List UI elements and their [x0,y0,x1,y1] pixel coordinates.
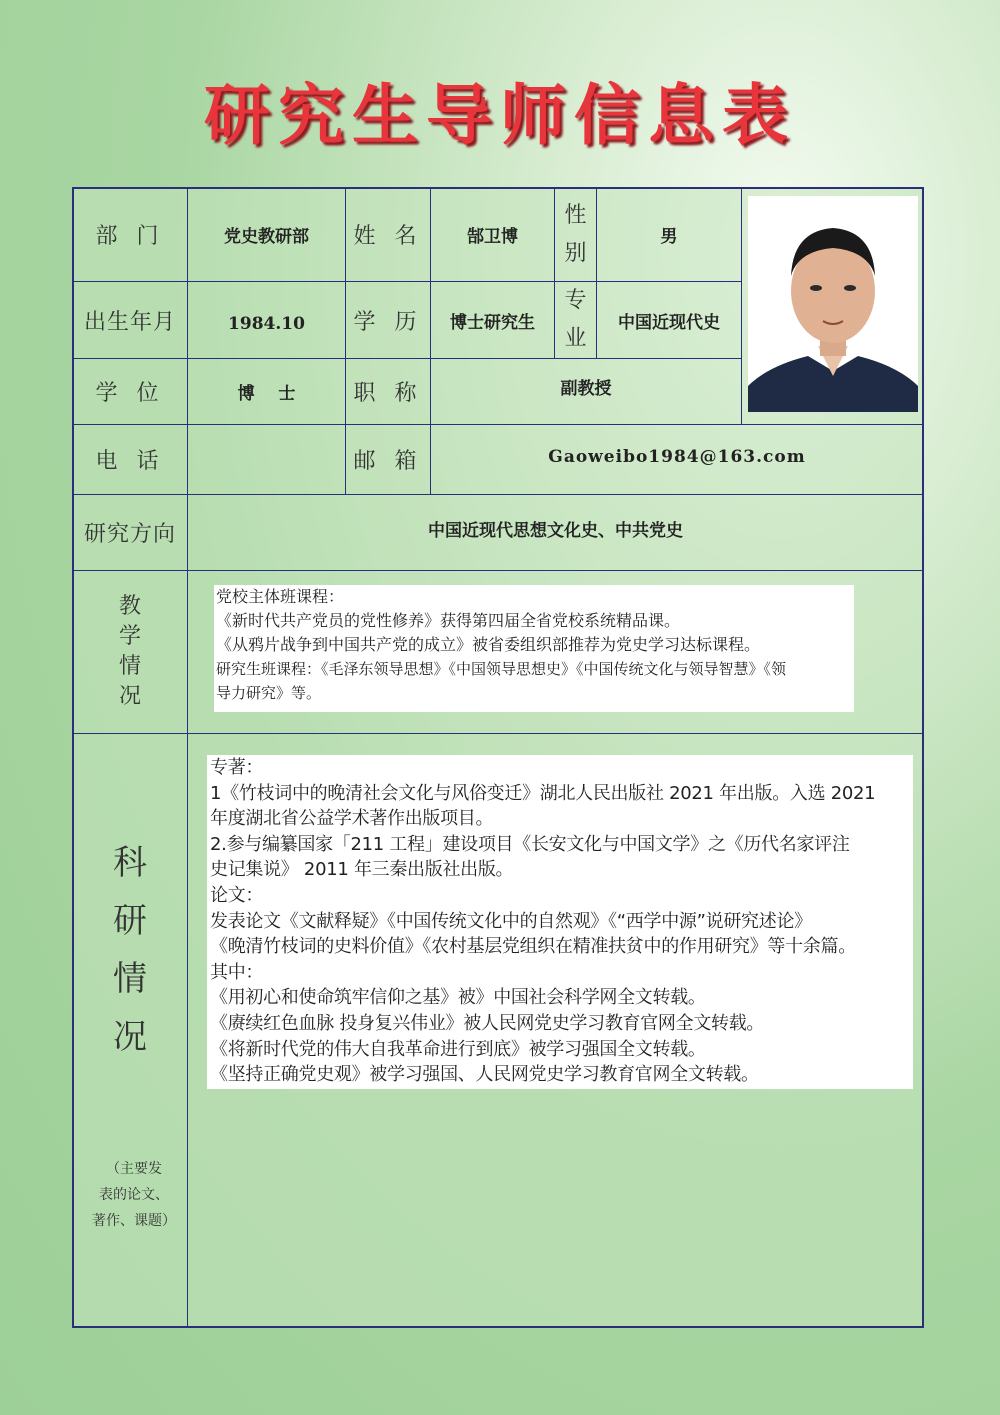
gender-label [554,187,597,282]
research-line: 2.参与编纂国家「211 工程」建设项目《长安文化与中国文学》之《历代名家评注 [210,833,850,855]
teaching-textbox [214,585,854,712]
phone-value [187,424,346,495]
email-value: Gaoweibo1984@163.com [430,424,924,495]
degree-value: 博 士 [187,358,346,425]
research-direction-value: 中国近现代思想文化史、中共党史 [187,494,924,571]
research-line: 论文： [210,884,264,906]
gender-label-char-1: 性 [564,202,587,228]
research-label-char: 情 [113,959,147,999]
teaching-label-char: 情 [118,654,141,679]
research-label [72,830,188,1070]
research-line: 年度湖北省公益学术著作出版项目。 [210,808,494,830]
department-label: 部 门 [72,187,188,282]
degree-label: 学 位 [72,358,188,425]
teaching-line: 导力研究》等。 [216,684,322,702]
page-title: 研究生导师信息表 [204,76,796,154]
title-value: 副教授 [430,358,742,425]
teaching-label-char: 教 [118,594,141,619]
title-label: 职 称 [345,358,431,425]
research-note-line: 著作、课题） [92,1213,176,1229]
name-label: 姓 名 [345,187,431,282]
research-line: 《将新时代党的伟大自我革命进行到底》被学习强国全文转载。 [210,1038,706,1060]
research-line: 1《竹枝词中的晚清社会文化与风俗变迁》湖北人民出版社 2021 年出版。入选 2021 [210,782,876,804]
teaching-line: 《从鸦片战争到中国共产党的成立》被省委组织部推荐为党史学习达标课程。 [216,635,761,654]
major-label-char-2: 业 [564,326,587,351]
education-value: 博士研究生 [430,281,555,359]
research-line: 其中： [210,961,264,983]
research-line: 《晚清竹枝词的史料价值》《农村基层党组织在精准扶贫中的作用研究》等十余篇。 [210,936,856,958]
research-line: 史记集说》 2011 年三秦出版社出版。 [210,859,514,881]
teaching-line: 研究生班课程：《毛泽东领导思想》《中国领导思想史》《中国传统文化与领导智慧》《领 [216,660,787,678]
teaching-line: 《新时代共产党员的党性修养》获得第四届全省党校系统精品课。 [216,611,681,630]
education-label: 学 历 [345,281,431,359]
teaching-label-char: 学 [118,624,141,649]
portrait-photo [748,196,918,412]
research-textbox [207,755,913,1089]
name-value: 郜卫博 [430,187,555,282]
gender-value: 男 [596,187,742,282]
birth-label: 出生年月 [72,281,188,359]
research-label-char: 研 [113,901,147,941]
research-line: 《用初心和使命筑牢信仰之基》被》中国社会科学网全文转载。 [210,987,706,1009]
research-note [86,1156,182,1234]
major-label-char-1: 专 [564,288,587,313]
major-label [554,281,597,359]
research-line: 《坚持正确党史观》被学习强国、人民网党史学习教育官网全文转载。 [210,1064,759,1086]
phone-label: 电 话 [72,424,188,495]
research-note-line: （主要发 [106,1161,162,1177]
teaching-label [72,570,188,734]
department-value: 党史教研部 [187,187,346,282]
major-value: 中国近现代史 [596,281,742,359]
research-direction-label: 研究方向 [72,494,188,571]
birth-value: 1984.10 [187,281,346,359]
research-label-char: 科 [113,843,147,883]
gender-label-char-2: 别 [564,240,587,266]
teaching-line: 党校主体班课程： [216,587,345,606]
teaching-label-char: 况 [118,684,141,709]
research-line: 专著： [210,757,264,778]
research-note-line: 表的论文、 [99,1187,169,1203]
research-line: 《赓续红色血脉 投身复兴伟业》被人民网党史学习教育官网全文转载。 [210,1012,765,1034]
research-label-char: 况 [113,1017,147,1057]
research-line: 发表论文《文献释疑》《中国传统文化中的自然观》《“西学中源”说研究述论》 [210,910,812,932]
email-label: 邮 箱 [345,424,431,495]
